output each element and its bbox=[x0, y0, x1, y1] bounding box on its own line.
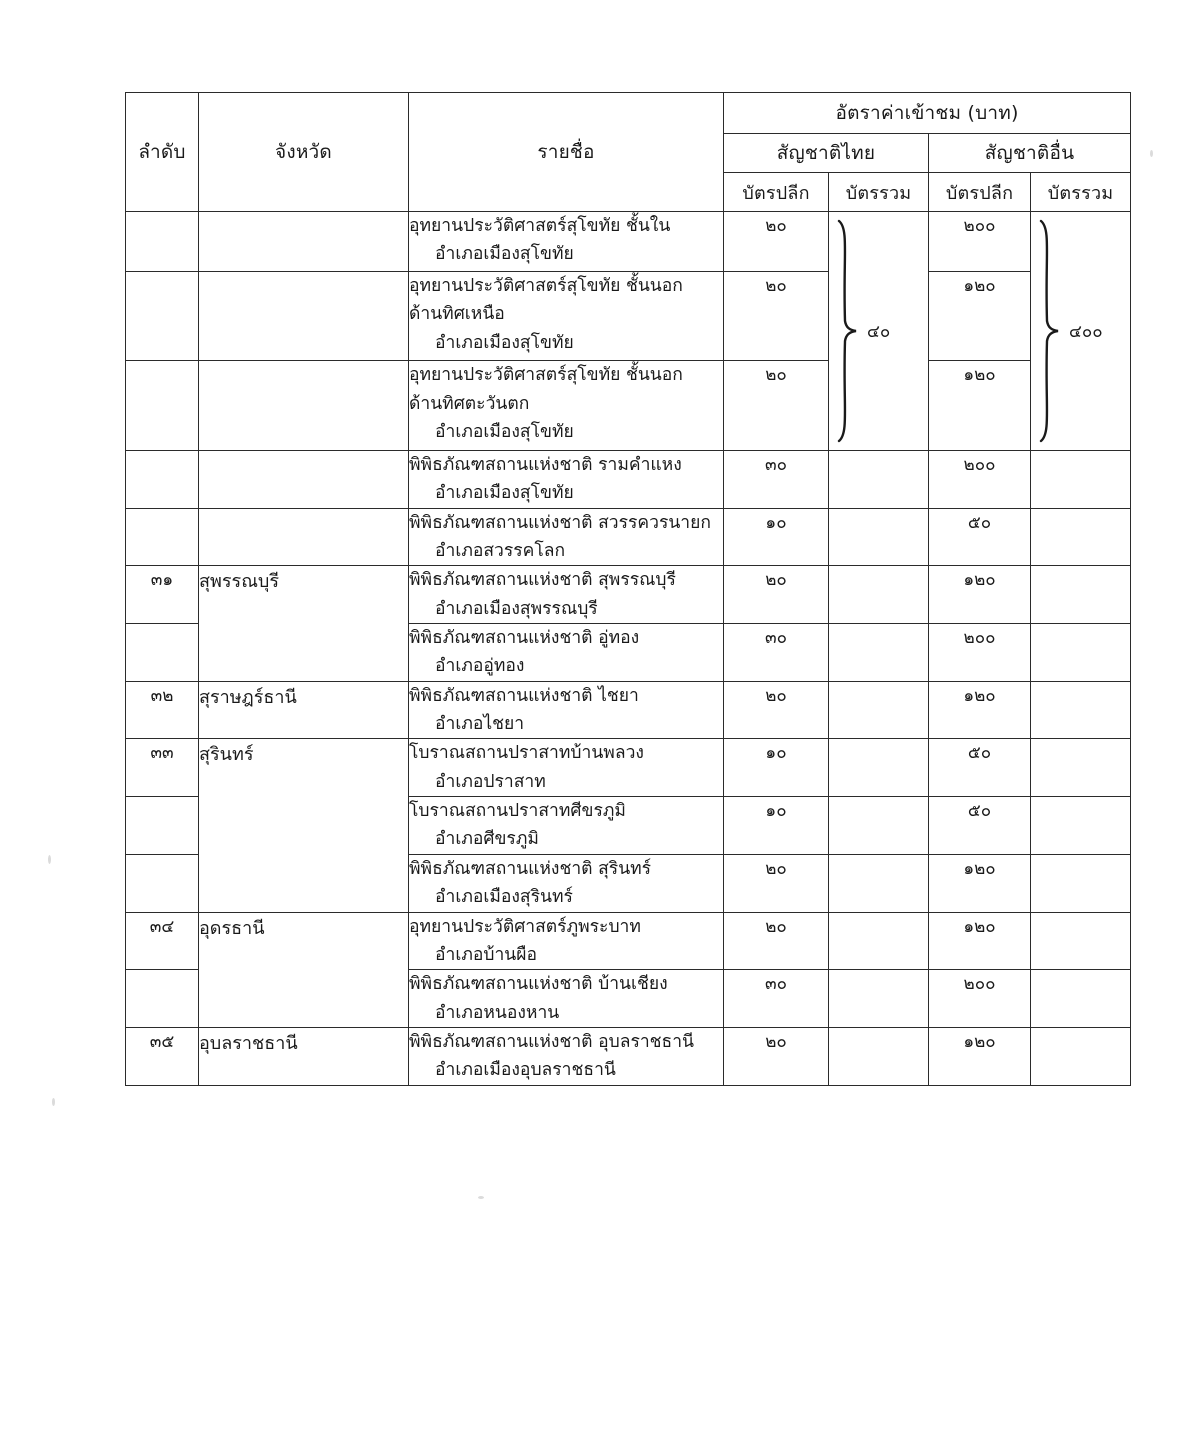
cell-name bbox=[409, 797, 724, 855]
cell-thai-retail: ๑๐ bbox=[724, 797, 829, 855]
name-line-3: อำเภอเมืองสุรินทร์ bbox=[435, 887, 573, 908]
cell-thai-retail: ๓๐ bbox=[724, 970, 829, 1028]
name-line-2: ด้านทิศเหนือ bbox=[409, 304, 505, 325]
header-thai-combined: บัตรรวม bbox=[829, 173, 929, 212]
name-line-1: พิพิธภัณฑสถานแห่งชาติ สุพรรณบุรี bbox=[409, 570, 676, 591]
cell-other-combined bbox=[1031, 624, 1131, 682]
cell-other-retail: ๒๐๐ bbox=[929, 624, 1031, 682]
header-province: จังหวัด bbox=[199, 93, 409, 212]
cell-seq: ๓๔ bbox=[126, 912, 199, 970]
cell-thai-retail: ๑๐ bbox=[724, 508, 829, 566]
header-other-combined: บัตรรวม bbox=[1031, 173, 1131, 212]
header-name: รายชื่อ bbox=[409, 93, 724, 212]
cell-other-retail: ๕๐ bbox=[929, 739, 1031, 797]
name-line-1: พิพิธภัณฑสถานแห่งชาติ รามคำแหง bbox=[409, 455, 682, 475]
header-thai-retail: บัตรปลีก bbox=[724, 173, 829, 212]
cell-province bbox=[199, 361, 409, 451]
cell-province: สุรินทร์ bbox=[199, 739, 409, 912]
cell-province: อุบลราชธานี bbox=[199, 1027, 409, 1085]
table-row bbox=[126, 272, 1131, 361]
cell-seq bbox=[126, 272, 199, 361]
cell-seq bbox=[126, 508, 199, 566]
other-combined-value: ๔๐๐ bbox=[1069, 321, 1103, 342]
cell-seq: ๓๒ bbox=[126, 681, 199, 739]
name-line-1: พิพิธภัณฑสถานแห่งชาติ อุบลราชธานี bbox=[409, 1031, 695, 1052]
cell-province bbox=[199, 272, 409, 361]
name-line-1: โบราณสถานปราสาทศีขรภูมิ bbox=[409, 801, 626, 822]
cell-other-retail: ๑๒๐ bbox=[929, 912, 1031, 970]
header-row-1 bbox=[126, 93, 1131, 134]
cell-seq: ๓๓ bbox=[126, 739, 199, 797]
table-header bbox=[126, 93, 1131, 212]
cell-thai-retail: ๒๐ bbox=[724, 566, 829, 624]
name-line-3: อำเภอเมืองอุบลราชธานี bbox=[435, 1060, 616, 1081]
name-line-1: พิพิธภัณฑสถานแห่งชาติ สวรรควรนายก bbox=[409, 512, 711, 533]
name-line-3: อำเภอเมืองสุโขทัย bbox=[435, 244, 574, 265]
cell-other-combined-brace bbox=[1031, 212, 1131, 451]
cell-other-retail: ๑๒๐ bbox=[929, 361, 1031, 451]
cell-other-retail: ๑๒๐ bbox=[929, 1027, 1031, 1085]
cell-other-retail: ๑๒๐ bbox=[929, 854, 1031, 912]
scan-artifact bbox=[48, 855, 51, 864]
table-row bbox=[126, 361, 1131, 451]
cell-other-combined bbox=[1031, 739, 1131, 797]
name-line-2: ด้านทิศตะวันตก bbox=[409, 393, 530, 414]
cell-seq bbox=[126, 451, 199, 509]
cell-other-combined bbox=[1031, 566, 1131, 624]
cell-thai-combined bbox=[829, 624, 929, 682]
header-other-nationality: สัญชาติอื่น bbox=[929, 134, 1131, 173]
cell-thai-retail: ๒๐ bbox=[724, 681, 829, 739]
cell-province bbox=[199, 212, 409, 272]
table-row bbox=[126, 566, 1131, 624]
name-line-3: อำเภอเมืองสุโขทัย bbox=[435, 422, 574, 443]
cell-thai-combined bbox=[829, 566, 929, 624]
cell-thai-combined bbox=[829, 508, 929, 566]
cell-other-retail: ๒๐๐ bbox=[929, 212, 1031, 272]
cell-thai-retail: ๒๐ bbox=[724, 912, 829, 970]
name-line-1: พิพิธภัณฑสถานแห่งชาติ สุรินทร์ bbox=[409, 858, 652, 879]
cell-thai-retail: ๒๐ bbox=[724, 854, 829, 912]
fee-table-container bbox=[125, 92, 1130, 1086]
cell-name bbox=[409, 854, 724, 912]
name-line-1: อุทยานประวัติศาสตร์ภูพระบาท bbox=[409, 916, 641, 937]
cell-other-retail: ๒๐๐ bbox=[929, 970, 1031, 1028]
cell-thai-combined bbox=[829, 1027, 929, 1085]
cell-seq bbox=[126, 212, 199, 272]
name-line-1: พิพิธภัณฑสถานแห่งชาติ อู่ทอง bbox=[409, 628, 640, 649]
cell-province: อุดรธานี bbox=[199, 912, 409, 1027]
brace-icon bbox=[1035, 217, 1063, 445]
cell-thai-retail: ๒๐ bbox=[724, 212, 829, 272]
name-line-1: อุทยานประวัติศาสตร์สุโขทัย ชั้นใน bbox=[409, 216, 671, 236]
cell-thai-combined bbox=[829, 797, 929, 855]
cell-other-retail: ๑๒๐ bbox=[929, 566, 1031, 624]
name-line-1: โบราณสถานปราสาทบ้านพลวง bbox=[409, 743, 644, 764]
name-line-3: อำเภอไชยา bbox=[435, 714, 525, 735]
cell-seq: ๓๑ bbox=[126, 566, 199, 624]
cell-name bbox=[409, 739, 724, 797]
name-line-3: อำเภอบ้านผือ bbox=[435, 944, 538, 965]
cell-other-combined bbox=[1031, 970, 1131, 1028]
cell-name bbox=[409, 970, 724, 1028]
name-line-3: อำเภอหนองหาน bbox=[435, 1002, 560, 1023]
cell-thai-combined bbox=[829, 451, 929, 509]
table-row bbox=[126, 451, 1131, 509]
cell-name bbox=[409, 624, 724, 682]
cell-seq bbox=[126, 797, 199, 855]
table-row bbox=[126, 912, 1131, 970]
table-row bbox=[126, 212, 1131, 272]
cell-province bbox=[199, 508, 409, 566]
name-line-3: อำเภออู่ทอง bbox=[435, 656, 525, 677]
cell-thai-combined bbox=[829, 854, 929, 912]
cell-seq bbox=[126, 624, 199, 682]
name-line-3: อำเภอเมืองสุโขทัย bbox=[435, 332, 574, 353]
cell-name bbox=[409, 681, 724, 739]
cell-other-combined bbox=[1031, 797, 1131, 855]
name-line-3: อำเภอเมืองสุพรรณบุรี bbox=[435, 598, 598, 619]
cell-name bbox=[409, 451, 724, 509]
cell-thai-retail: ๒๐ bbox=[724, 1027, 829, 1085]
cell-other-retail: ๑๒๐ bbox=[929, 272, 1031, 361]
name-line-1: พิพิธภัณฑสถานแห่งชาติ บ้านเชียง bbox=[409, 974, 668, 995]
header-seq: ลำดับ bbox=[126, 93, 199, 212]
thai-combined-value: ๔๐ bbox=[867, 321, 891, 342]
cell-thai-retail: ๒๐ bbox=[724, 272, 829, 361]
cell-other-combined bbox=[1031, 508, 1131, 566]
name-line-3: อำเภอปราสาท bbox=[435, 771, 546, 792]
cell-other-combined bbox=[1031, 681, 1131, 739]
brace-group-other bbox=[1031, 212, 1130, 450]
scan-artifact bbox=[52, 1098, 55, 1106]
cell-other-combined bbox=[1031, 451, 1131, 509]
brace-icon bbox=[833, 217, 861, 445]
cell-province: สุราษฎร์ธานี bbox=[199, 681, 409, 739]
cell-thai-combined bbox=[829, 912, 929, 970]
cell-other-retail: ๕๐ bbox=[929, 508, 1031, 566]
cell-thai-retail: ๓๐ bbox=[724, 624, 829, 682]
name-line-1: อุทยานประวัติศาสตร์สุโขทัย ชั้นนอก bbox=[409, 276, 683, 296]
table-row bbox=[126, 1027, 1131, 1085]
table-row bbox=[126, 739, 1131, 797]
cell-name bbox=[409, 272, 724, 361]
cell-thai-combined-brace bbox=[829, 212, 929, 451]
cell-other-retail: ๕๐ bbox=[929, 797, 1031, 855]
cell-other-retail: ๒๐๐ bbox=[929, 451, 1031, 509]
table-body bbox=[126, 212, 1131, 1086]
cell-thai-retail: ๑๐ bbox=[724, 739, 829, 797]
cell-name bbox=[409, 508, 724, 566]
cell-name bbox=[409, 212, 724, 272]
cell-other-combined bbox=[1031, 1027, 1131, 1085]
name-line-3: อำเภอสวรรคโลก bbox=[435, 541, 566, 562]
cell-name bbox=[409, 912, 724, 970]
cell-thai-combined bbox=[829, 739, 929, 797]
header-fee-group: อัตราค่าเข้าชม (บาท) bbox=[724, 93, 1131, 134]
cell-seq bbox=[126, 361, 199, 451]
brace-group-thai bbox=[829, 212, 928, 450]
cell-seq: ๓๕ bbox=[126, 1027, 199, 1085]
cell-other-combined bbox=[1031, 912, 1131, 970]
scan-artifact bbox=[1150, 150, 1153, 157]
cell-seq bbox=[126, 854, 199, 912]
name-line-3: อำเภอเมืองสุโขทัย bbox=[435, 483, 574, 504]
cell-name bbox=[409, 566, 724, 624]
cell-province: สุพรรณบุรี bbox=[199, 566, 409, 681]
admission-fee-table bbox=[125, 92, 1131, 1086]
cell-name bbox=[409, 1027, 724, 1085]
cell-name bbox=[409, 361, 724, 451]
cell-province bbox=[199, 451, 409, 509]
cell-thai-retail: ๓๐ bbox=[724, 451, 829, 509]
name-line-3: อำเภอศีขรภูมิ bbox=[435, 829, 539, 850]
scan-artifact bbox=[478, 1196, 484, 1199]
cell-other-retail: ๑๒๐ bbox=[929, 681, 1031, 739]
table-row bbox=[126, 508, 1131, 566]
header-thai-nationality: สัญชาติไทย bbox=[724, 134, 929, 173]
cell-thai-combined bbox=[829, 681, 929, 739]
cell-thai-retail: ๒๐ bbox=[724, 361, 829, 451]
cell-other-combined bbox=[1031, 854, 1131, 912]
header-other-retail: บัตรปลีก bbox=[929, 173, 1031, 212]
name-line-1: อุทยานประวัติศาสตร์สุโขทัย ชั้นนอก bbox=[409, 365, 683, 386]
cell-seq bbox=[126, 970, 199, 1028]
table-row bbox=[126, 681, 1131, 739]
name-line-1: พิพิธภัณฑสถานแห่งชาติ ไชยา bbox=[409, 685, 639, 706]
cell-thai-combined bbox=[829, 970, 929, 1028]
